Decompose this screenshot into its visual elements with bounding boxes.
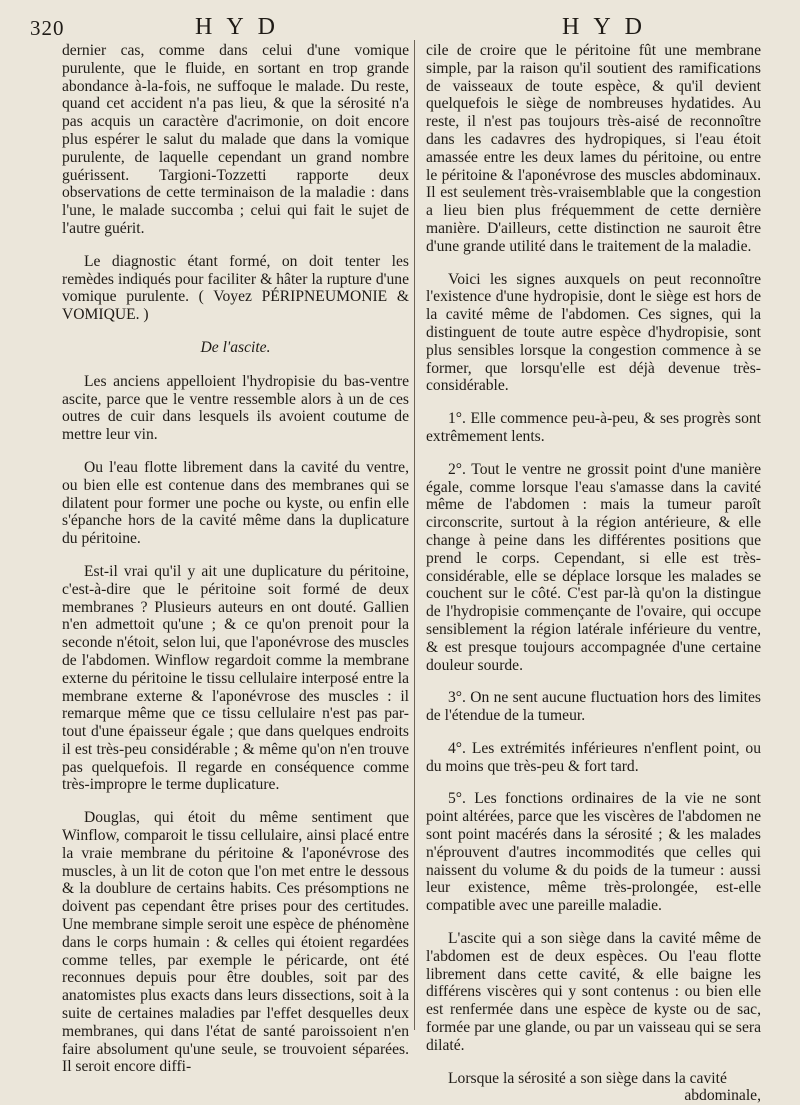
page-header: [0, 8, 800, 42]
paragraph: 3°. On ne sent aucune fluctuation hors des limites de l'étendue de la tumeur.: [426, 689, 761, 725]
paragraph: Est-il vrai qu'il y ait une duplicature du péritoine, c'est-à-dire que le péritoine soit formé de deux membranes ? Plusieurs auteurs en ont douté. Gallien n'en admettoit qu'une ; & ce qu'on prenoit pour la seconde n'étoit, selon lui, que l'aponévrose des muscles de l'abdomen. Winflow regardoit comme la membrane externe du péritoine le tissu cellulaire interposé entre la membrane externe & l'aponévrose des muscles : il remarque même que ce tissu cellulaire n'est pas par-tout d'une épaisseur égale ; que dans quelques endroits il est très-peu considérable ; & même qu'on n'en trouve pas quelquefois. Il regarde en conséquence comme très-impropre le terme duplicature.: [62, 562, 409, 794]
running-head-right: HYD: [562, 14, 656, 40]
paragraph: 2°. Tout le ventre ne grossit point d'une manière égale, comme lorsque l'eau s'amasse dans la cavité même de l'abdomen : mais la tumeur paroît circonscrite, surtout à la région antérieure, & elle change à peine dans les différentes positions que prend le corps. Cependant, si elle est très-considérable, elle se déplace lorsque les malades se couchent sur le côté. C'est par-là qu'on la distingue de l'hydropisie commençante de l'ovaire, qui occupe sensiblement la région latérale inférieure du ventre, & est presque toujours accompagnée d'une certaine douleur sourde.: [426, 460, 761, 674]
paragraph: 1°. Elle commence peu-à-peu, & ses progrès sont extrêmement lents.: [426, 410, 761, 445]
page-number: 320: [30, 16, 65, 40]
paragraph: Douglas, qui étoit du même sentiment que Winflow, comparoit le tissu cellulaire, ainsi placé entre la vraie membrane du péritoine & l'aponévrose des muscles, à un lit de coton que l'on met entre le dessous & la doublure de certains habits. Ces présomptions ne doivent pas cependant être prises pour des certitudes. Une membrane simple seroit une espèce de phénomène dans le corps humain : & celles qui étoient regardées comme telles, par exemple le péricarde, ont été reconnues depuis pour être doubles, soit par des anatomistes plus exacts dans leurs dissections, soit à la suite de certaines maladies par l'effet desquelles deux membranes, qui dans l'état de santé paroissoient n'en faire absolument qu'une seule, se trouvoient séparées. Il seroit encore diffi-: [62, 809, 409, 1076]
column-divider: [414, 40, 415, 1030]
right-column: [426, 42, 761, 1105]
paragraph: 4°. Les extrémités inférieures n'enflent point, ou du moins que très-peu & fort tard.: [426, 739, 761, 775]
running-head-left: HYD: [195, 14, 289, 40]
section-heading: De l'ascite.: [200, 338, 271, 356]
paragraph: Le diagnostic étant formé, on doit tenter les remèdes indiqués pour faciliter & hâter la rupture d'une vomique purulente. ( Voyez PÉRIPNEUMONIE & VOMIQUE. ): [62, 252, 409, 324]
paragraph: L'ascite qui a son siège dans la cavité même de l'abdomen est de deux espèces. Ou l'eau flotte librement dans cette cavité, & elle baigne les différens viscères qui y sont contenus : ou bien elle est renfermée dans une espèce de kyste ou de sac, formée par une glande, ou par un vaisseau qui se sera dilaté.: [426, 930, 761, 1054]
paragraph: Les anciens appelloient l'hydropisie du bas-ventre ascite, parce que le ventre ressemble alors à un de ces outres de cuir dans lesquels ils avoient coutume de mettre leur vin.: [62, 372, 409, 444]
paragraph: Ou l'eau flotte librement dans la cavité du ventre, ou bien elle est contenue dans des membranes qui se dilatent pour former une poche ou kyste, ou enfin elle s'épanche hors de la cavité même dans la duplicature du péritoine.: [62, 458, 409, 548]
last-line: abdominale,: [684, 1087, 761, 1105]
paragraph: cile de croire que le péritoine fût une membrane simple, par la raison qu'il soutient des ramifications de vaisseaux de toute espèce, & qu'il devient quelquefois le siège de nombreuses hydatides. Au reste, il n'est pas toujours très-aisé de reconnoître dans les cadavres des hydropiques, si l'eau étoit amassée entre les deux lames du péritoine, ou entre le péritoine & l'aponévrose des muscles abdominaux. Il est seulement très-vraisemblable que la congestion a lieu bien plus fréquemment de cette dernière manière. D'ailleurs, cette distinction ne sauroit être d'une grande utilité dans le traitement de la maladie.: [426, 42, 761, 255]
paragraph: 5°. Les fonctions ordinaires de la vie ne sont point altérées, parce que les viscères de l'abdomen ne sont point macérés dans la sérosité ; & les malades n'éprouvent d'autres incommodités que celles qui naissent du volume & du poids de la tumeur : aussi leur existence, même très-prolongée, est-elle compatible avec une pareille maladie.: [426, 790, 761, 915]
paragraph: Lorsque la sérosité a son siège dans la cavité: [448, 1069, 727, 1087]
left-column: [62, 42, 409, 1091]
paragraph: dernier cas, comme dans celui d'une vomique purulente, que le fluide, en sortant en trop grande abondance à-la-fois, ne suffoque le malade. Du reste, quand cet accident n'a pas lieu, & que la sérosité n'a pas acquis un caractère d'acrimonie, on doit encore plus espérer le salut du malade que dans la vomique purulente, de laquelle cependant un grand nombre guérissent. Targioni-Tozzetti rapporte deux observations de cette terminaison de la maladie : dans l'une, le malade succomba ; celui qui fait le sujet de l'autre guérit.: [62, 42, 409, 237]
paragraph: Voici les signes auxquels on peut reconnoître l'existence d'une hydropisie, dont le siège est hors de la cavité même de l'abdomen. Ces signes, qui la distinguent de toute autre espèce d'hydropisie, sont plus sensibles lorsque la congestion commence à se former, que lorsqu'elle est déjà devenue très-considérable.: [426, 270, 761, 395]
